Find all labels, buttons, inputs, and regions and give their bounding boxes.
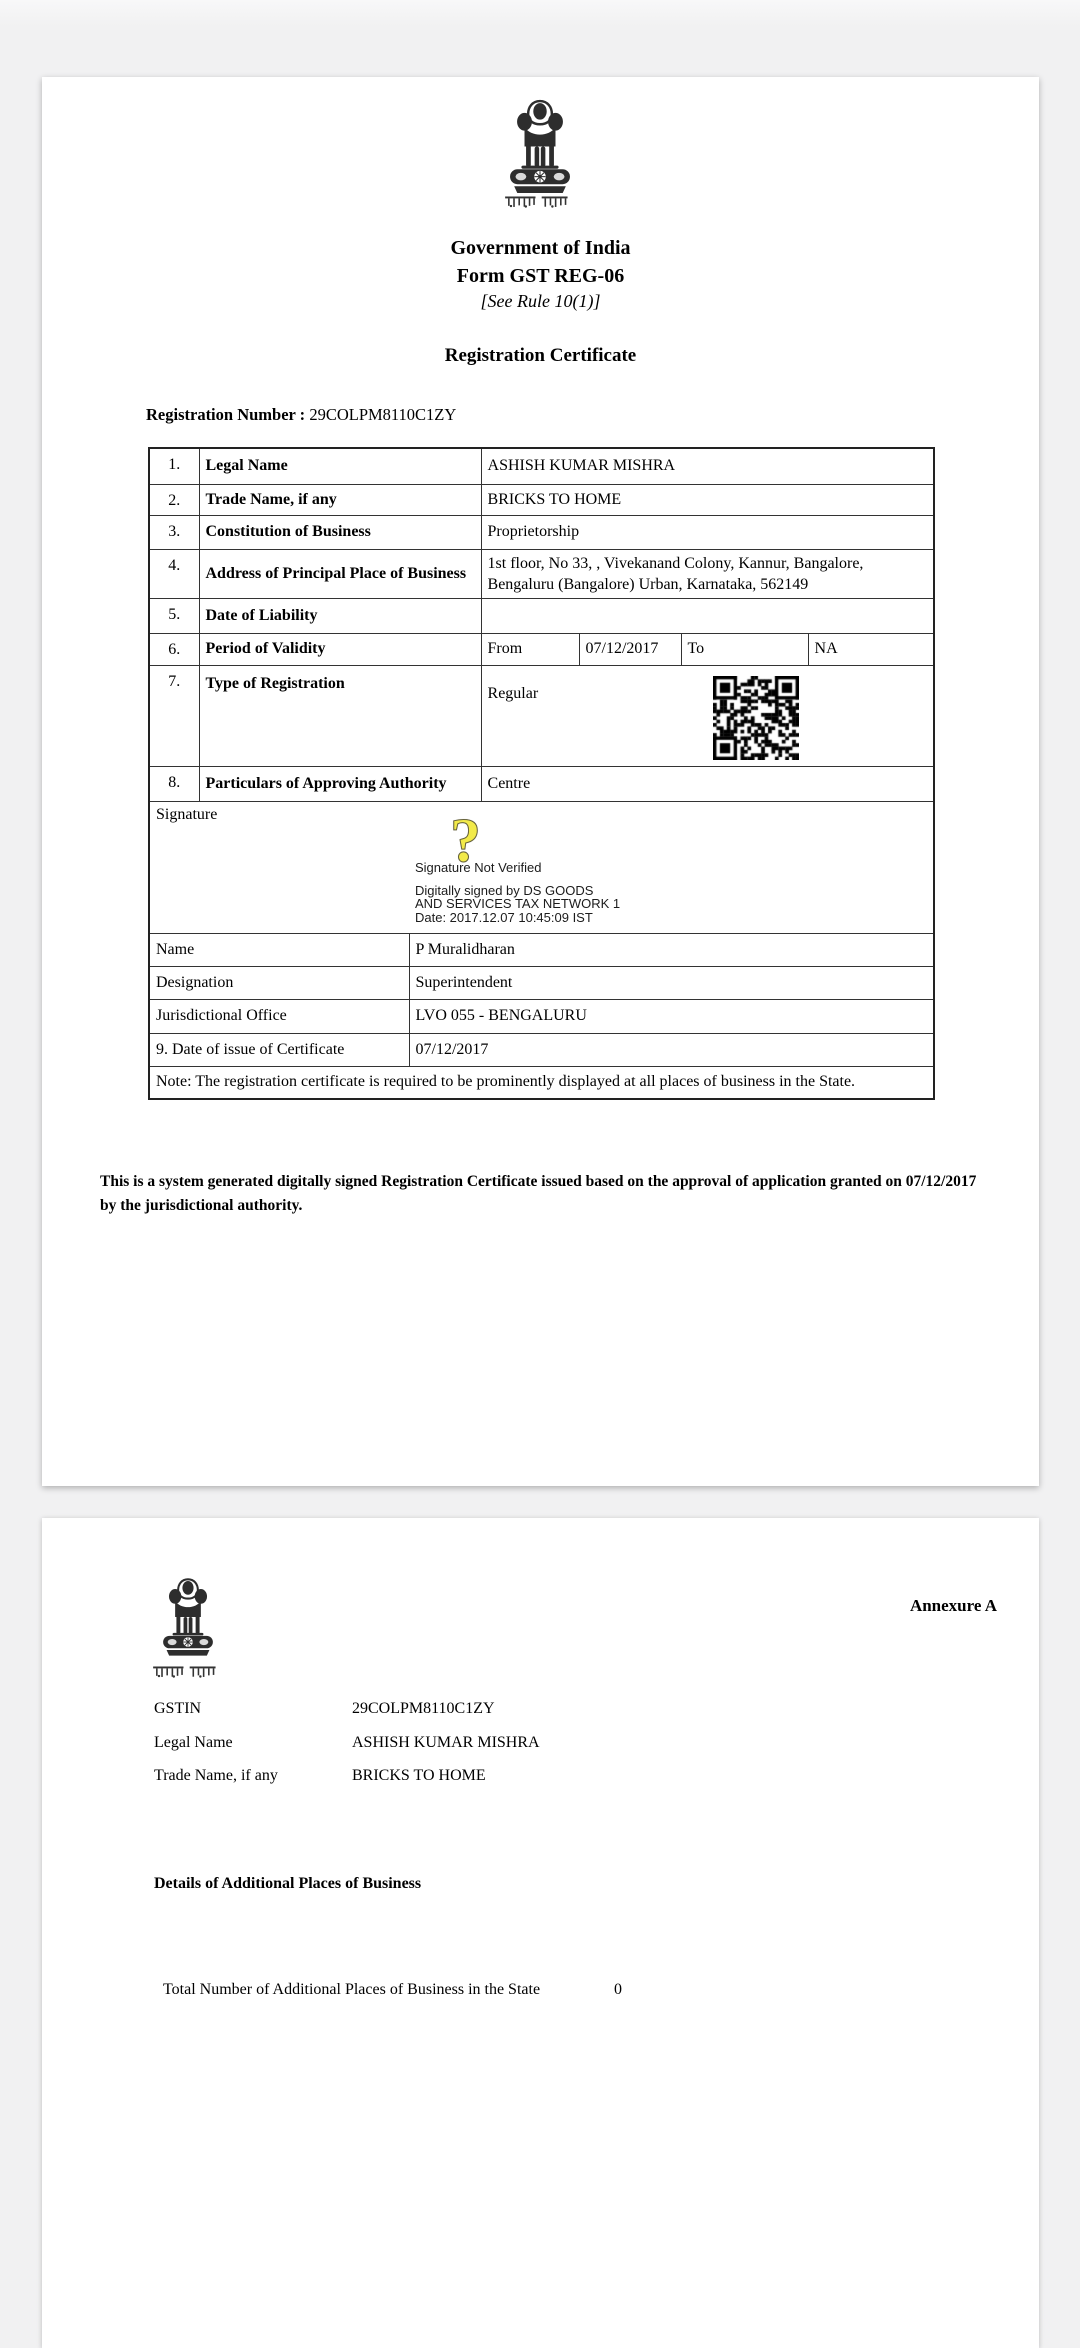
table-row	[149, 448, 934, 484]
total-additional-places-value: 0	[614, 1981, 622, 1998]
signature-not-verified-text: Signature Not Verified	[415, 859, 542, 875]
total-additional-places-row	[163, 1981, 622, 1999]
signature-cell	[149, 801, 934, 933]
table-row	[149, 598, 934, 633]
legal-name-value: ASHISH KUMAR MISHRA	[481, 448, 934, 484]
trade-name-label: Trade Name, if any	[154, 1767, 278, 1784]
gstin-label: GSTIN	[154, 1700, 202, 1717]
table-row	[149, 1033, 934, 1066]
see-rule-subheading: [See Rule 10(1)]	[480, 291, 601, 311]
government-of-india-heading: Government of India	[450, 237, 631, 259]
legal-name-label: Legal Name	[199, 448, 481, 484]
trade-name-row	[154, 1767, 486, 1789]
registration-certificate-title: Registration Certificate	[444, 345, 637, 366]
trade-name-value: BRICKS TO HOME	[352, 1767, 486, 1784]
certificate-table	[148, 447, 935, 1100]
viewer-top-strip	[0, 0, 1080, 26]
trade-name-value: BRICKS TO HOME	[481, 484, 934, 515]
additional-places-section-title: Details of Additional Places of Business	[154, 1875, 422, 1892]
validity-from-label: From	[481, 633, 579, 665]
india-emblem-icon	[503, 99, 577, 194]
note-text: Note: The registration certificate is required to be prominently displayed at all places of business in the State.	[149, 1066, 934, 1099]
approving-authority-label: Particulars of Approving Authority	[199, 766, 481, 801]
table-row	[149, 665, 934, 766]
date-of-liability-label: Date of Liability	[199, 598, 481, 633]
designation-label: Designation	[149, 966, 409, 999]
digital-signature-block	[415, 858, 745, 925]
legal-name-value: ASHISH KUMAR MISHRA	[352, 1734, 540, 1751]
legal-name-label: Legal Name	[154, 1734, 233, 1751]
constitution-value: Proprietorship	[481, 515, 934, 549]
constitution-label: Constitution of Business	[199, 515, 481, 549]
row-number: 7.	[149, 665, 199, 766]
officer-name-value: P Muralidharan	[409, 933, 934, 966]
digitally-signed-line-1: Digitally signed by DS GOODS	[415, 882, 594, 898]
signature-not-verified-seal-icon: ?	[450, 806, 481, 875]
row-number: 4.	[149, 549, 199, 598]
type-of-registration-value: Regular	[481, 665, 934, 766]
note-row	[149, 1066, 934, 1099]
system-generated-footer	[100, 1170, 1010, 1218]
date-of-issue-label: 9. Date of issue of Certificate	[149, 1033, 409, 1066]
registration-number-line	[146, 405, 456, 425]
jurisdictional-office-label: Jurisdictional Office	[149, 999, 409, 1033]
satyameva-jayate-caption-icon	[152, 1665, 224, 1679]
registration-number-label: Registration Number :	[146, 405, 306, 424]
officer-name-label: Name	[149, 933, 409, 966]
table-row	[149, 933, 934, 966]
gstin-row	[154, 1700, 495, 1722]
designation-value: Superintendent	[409, 966, 934, 999]
legal-name-row	[154, 1734, 540, 1756]
table-row	[149, 515, 934, 549]
satyameva-jayate-caption-icon	[504, 195, 576, 209]
approving-authority-value: Centre	[481, 766, 934, 801]
annexure-page-2	[42, 1518, 1039, 2348]
table-row	[149, 966, 934, 999]
certificate-page-1	[42, 77, 1039, 1486]
signature-row	[149, 801, 934, 933]
total-additional-places-label: Total Number of Additional Places of Business in the State	[163, 1981, 541, 1998]
jurisdictional-office-value: LVO 055 - BENGALURU	[409, 999, 934, 1033]
date-of-liability-value	[481, 598, 934, 633]
trade-name-label: Trade Name, if any	[199, 484, 481, 515]
footer-line-1: This is a system generated digitally signed Registration Certificate issued based on the approval of application granted on 07/12/2017	[100, 1173, 977, 1190]
row-number: 2.	[149, 484, 199, 515]
row-number: 3.	[149, 515, 199, 549]
table-row	[149, 484, 934, 515]
validity-from-value: 07/12/2017	[579, 633, 681, 665]
digitally-signed-line-2: AND SERVICES TAX NETWORK 1	[415, 896, 621, 911]
annexure-a-heading: Annexure A	[909, 1596, 997, 1615]
table-row	[149, 999, 934, 1033]
period-of-validity-label: Period of Validity	[199, 633, 481, 665]
form-gst-reg06-heading: Form GST REG-06	[456, 265, 625, 287]
footer-line-2: by the jurisdictional authority.	[100, 1197, 303, 1214]
address-value: 1st floor, No 33, , Vivekanand Colony, Kannur, Bangalore, Bengaluru (Bangalore) Urban, Karnataka, 562149	[481, 549, 934, 598]
qr-code-image	[713, 676, 799, 760]
address-label: Address of Principal Place of Business	[199, 549, 481, 598]
gstin-value: 29COLPM8110C1ZY	[352, 1700, 495, 1717]
row-number: 5.	[149, 598, 199, 633]
row-number: 1.	[149, 448, 199, 484]
signature-date-line: Date: 2017.12.07 10:45:09 IST	[415, 909, 593, 925]
table-row	[149, 549, 934, 598]
date-of-issue-value: 07/12/2017	[409, 1033, 934, 1066]
validity-to-value: NA	[808, 633, 934, 665]
type-of-registration-label: Type of Registration	[199, 665, 481, 766]
validity-to-label: To	[681, 633, 808, 665]
table-row	[149, 766, 934, 801]
row-number: 8.	[149, 766, 199, 801]
registration-number-value: 29COLPM8110C1ZY	[309, 405, 457, 424]
table-row	[149, 633, 934, 665]
row-number: 6.	[149, 633, 199, 665]
india-emblem-icon	[158, 1573, 218, 1661]
signature-label: Signature	[156, 805, 218, 823]
